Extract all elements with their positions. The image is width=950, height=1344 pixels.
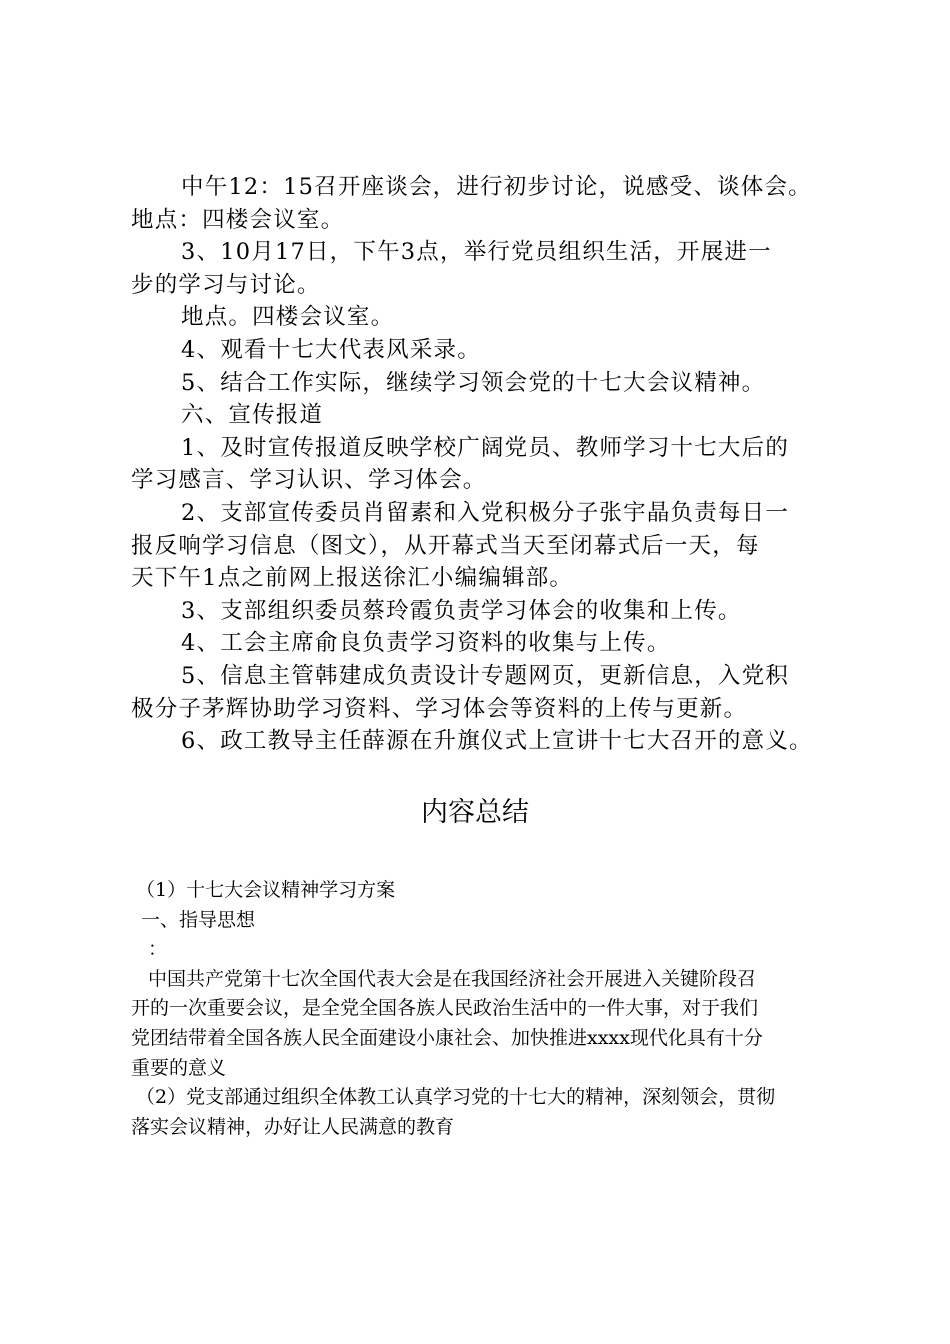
body-paragraph: 3、支部组织委员蔡玲霞负责学习体会的收集和上传。 (181, 597, 742, 624)
body-paragraph: 极分子茅辉协助学习资料、学习体会等资料的上传与更新。 (131, 695, 748, 722)
summary-line: ： (148, 938, 168, 961)
summary-line: 开的一次重要会议，是全党全国各族人民政治生活中的一件大事，对于我们 (131, 997, 759, 1020)
body-paragraph: 5、结合工作实际，继续学习领会党的十七大会议精神。 (181, 369, 766, 396)
body-paragraph: 中午12：15召开座谈会，进行初步讨论，说感受、谈体会。 (181, 174, 812, 200)
body-paragraph: 6、政工教导主任薛源在升旗仪式上宣讲十七大召开的意义。 (181, 728, 813, 755)
body-paragraph: 报反响学习信息（图文），从开幕式当天至闭幕式后一天，每 (131, 532, 760, 559)
summary-subheading: 一、指导思想 (141, 908, 256, 931)
summary-line: 重要的意义 (131, 1056, 227, 1079)
body-paragraph: 4、工会主席俞良负责学习资料的收集与上传。 (181, 630, 671, 657)
summary-line: 党团结带着全国各族人民全面建设小康社会、加快推进xxxx现代化具有十分 (131, 1026, 763, 1049)
body-paragraph: 天下午1点之前网上报送徐汇小编编辑部。 (131, 565, 574, 592)
section-heading: 六、宣传报道 (181, 402, 324, 429)
body-paragraph: 步的学习与讨论。 (131, 271, 321, 298)
body-paragraph: 地点：四楼会议室。 (131, 206, 345, 233)
document-body (131, 171, 841, 758)
summary-line: 落实会议精神，办好让人民满意的教育 (131, 1115, 455, 1138)
body-paragraph: 4、观看十七大代表风采录。 (181, 336, 481, 363)
summary-item: （1）十七大会议精神学习方案 (136, 879, 396, 901)
body-paragraph: 学习感言、学习认识、学习体会。 (131, 467, 487, 494)
body-paragraph: 地点。四楼会议室。 (181, 304, 395, 331)
body-paragraph: 5、信息主管韩建成负责设计专题网页，更新信息，入党积 (181, 662, 790, 689)
summary-line: 中国共产党第十七次全国代表大会是在我国经济社会开展进入关键阶段召 (148, 967, 757, 990)
body-paragraph: 3、10月17日，下午3点，举行党员组织生活，开展进一 (181, 239, 772, 266)
summary-title: 内容总结 (421, 797, 529, 828)
summary-section (131, 876, 851, 1142)
summary-item: （2）党支部通过组织全体教工认真学习党的十七大的精神，深刻领会，贯彻 (136, 1086, 776, 1109)
body-paragraph: 2、支部宣传委员肖留素和入党积极分子张宇晶负责每日一 (181, 499, 790, 526)
body-paragraph: 1、及时宣传报道反映学校广阔党员、教师学习十七大后的 (181, 434, 790, 461)
